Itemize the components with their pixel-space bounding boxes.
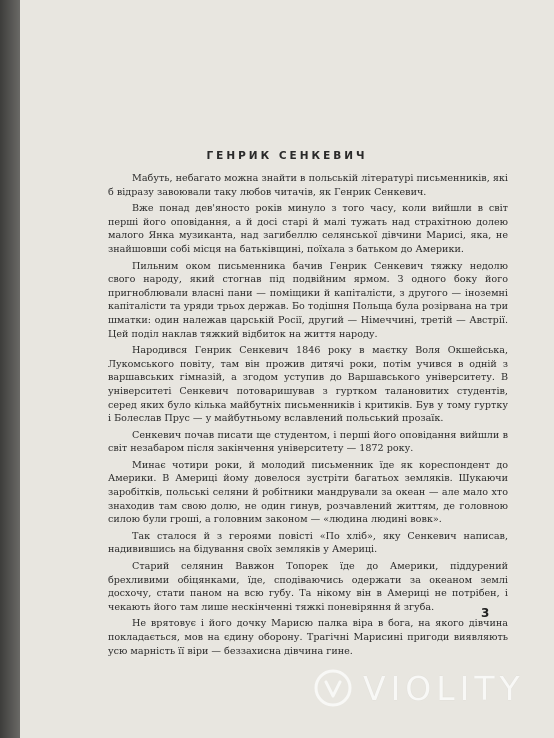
page-number: 3 bbox=[481, 606, 490, 620]
watermark bbox=[313, 668, 525, 708]
paragraph: Сенкевич почав писати ще студентом, і перші його оповідання вийшли в світ незабаром після закінчення університету — 1872 року. bbox=[108, 429, 508, 455]
paragraph: Народився Генрик Сенкевич 1846 року в маєтку Воля Окшейська, Лукомського повіту, там він прожив дитячі роки, потім учився в одній з варшавських гімназій, а згодом уступив до Варшавського університету. В університеті Сенкевич потоваришував з гуртком талановитих студентів, серед яких було кілька майбутніх письменників і критиків. Був у тому гуртку і Болеслав Прус — у майбутньому вславлений польський прозаїк. bbox=[108, 345, 508, 425]
paragraph: Старий селянин Вавжон Топорек їде до Америки, піддурений брехливими обіцянками, їде, сподіваючись одержати за океаном землі досхочу, стати паном на всю губу. Та нікому він в Америці не потрібен, і чекають його там лише нескінченні тяжкі поневіряння й згуба. bbox=[108, 561, 508, 613]
paragraph: Так сталося й з героями повісті «По хліб», яку Сенкевич написав, надивившись на бідування своїх земляків у Америці. bbox=[108, 530, 508, 556]
paragraph: Пильним оком письменника бачив Генрик Сенкевич тяжку недолю свого народу, який стогнав під подвійним ярмом. З одного боку його пригноблювали власні пани — поміщики й капіталісти, з другого — іноземні капіталісти та уряди трьох держав. Бо тодішня Польща була розірвана на три шматки: один належав царській Росії, другий — Німеччині, третій — Австрії. Цей поділ наклав тяжкий відбиток на життя народу. bbox=[108, 260, 508, 340]
page-edge-shadow bbox=[0, 0, 20, 738]
page-title: ГЕНРИК СЕНКЕВИЧ bbox=[206, 150, 368, 162]
paragraph: Мабуть, небагато можна знайти в польській літературі письменників, які б відразу завоювали таку любов читачів, як Генрик Сенкевич. bbox=[108, 173, 508, 198]
paragraph: Не врятовує і його дочку Марисю палка віра в бога, на якого дівчина покладається, мов на єдину оборону. Трагічні Марисині пригоди виявляють усю марність її віри — беззахисна дівчина гине. bbox=[108, 618, 508, 657]
body-text bbox=[108, 172, 508, 661]
violity-logo-icon bbox=[313, 668, 353, 708]
watermark-text: VIOLITY bbox=[363, 668, 525, 708]
book-page bbox=[20, 0, 554, 738]
paragraph: Минає чотири роки, й молодий письменник їде як кореспондент до Америки. В Америці йому довелося зустріти багатьох земляків. Шукаючи заробітків, польські селяни й робітники мандрували за океан — але мало хто знаходив там свою долю, не один гинув, розчавлений життям, де головною силою були гроші, а головним законом — «людина людині вовк». bbox=[108, 459, 508, 526]
paragraph: Вже понад дев'яносто років минуло з того часу, коли вийшли в світ перші його оповідання, а й досі старі й малі тужать над страхітною долею малого Янка музиканта, над загибеллю селянської дівчини Марисі, яка, не знайшовши собі місця на батьківщині, поїхала з батьком до Америки. bbox=[108, 203, 508, 255]
